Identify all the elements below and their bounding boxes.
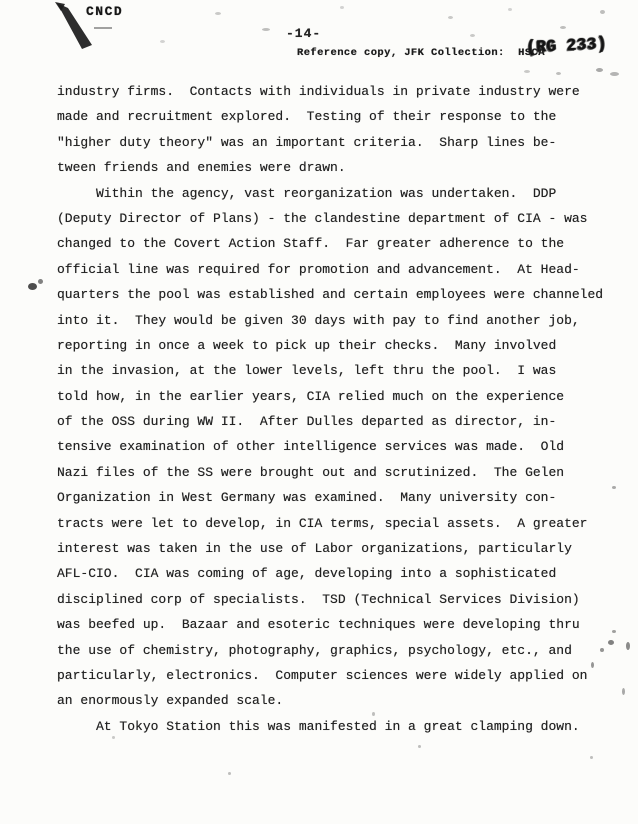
- text-line: into it. They would be given 30 days with pay to find another job,: [57, 312, 580, 328]
- scan-speck: [524, 70, 530, 73]
- scan-speck: [596, 68, 603, 72]
- scan-speck: [215, 12, 221, 15]
- text-line: Within the agency, vast reorganization was undertaken. DDP: [57, 185, 557, 201]
- scan-speck: [38, 279, 43, 284]
- scan-speck: [608, 640, 614, 645]
- text-line: "higher duty theory" was an important criteria. Sharp lines be-: [57, 134, 557, 150]
- scan-speck: [556, 72, 561, 75]
- text-line: disciplined corp of specialists. TSD (Technical Services Division): [57, 591, 580, 607]
- text-line: official line was required for promotion and advancement. At Head-: [57, 261, 580, 277]
- scan-speck: [600, 648, 604, 652]
- text-line: an enormously expanded scale.: [57, 693, 284, 709]
- text-line: At Tokyo Station this was manifested in a great clamping down.: [57, 718, 580, 734]
- text-line: industry firms. Contacts with individuals in private industry were: [57, 84, 580, 99]
- text-line: the use of chemistry, photography, graphics, psychology, etc., and: [57, 642, 572, 658]
- scan-speck: [340, 6, 344, 9]
- pen-dash-artifact: [94, 27, 112, 29]
- scan-speck: [612, 486, 616, 489]
- text-line: (Deputy Director of Plans) - the clandestine department of CIA - was: [57, 210, 588, 226]
- text-line: reporting in once a week to pick up their checks. Many involved: [57, 337, 557, 353]
- scan-speck: [612, 630, 616, 633]
- scan-speck: [28, 283, 37, 290]
- text-line: changed to the Covert Action Staff. Far greater adherence to the: [57, 236, 565, 252]
- text-line: of the OSS during WW II. After Dulles departed as director, in-: [57, 414, 557, 430]
- scan-speck: [622, 688, 625, 695]
- scan-speck: [418, 745, 421, 748]
- scan-speck: [600, 10, 605, 14]
- scan-speck: [372, 712, 375, 716]
- archive-reference-line: Reference copy, JFK Collection: HSCA: [297, 47, 545, 59]
- scan-speck: [228, 772, 231, 775]
- scan-speck: [448, 16, 453, 19]
- archive-stamp: (RG 233): [525, 34, 608, 58]
- text-line: tracts were let to develop, in CIA terms, special assets. A greater: [57, 515, 588, 531]
- scan-speck: [262, 28, 270, 31]
- scan-speck: [112, 736, 115, 739]
- text-line: was beefed up. Bazaar and esoteric techniques were developing thru: [57, 617, 580, 633]
- text-line: told how, in the earlier years, CIA relied much on the experience: [57, 388, 565, 404]
- scan-speck: [610, 72, 619, 76]
- page-number: -14-: [286, 26, 322, 41]
- document-body: [57, 79, 623, 739]
- text-line: in the invasion, at the lower levels, left thru the pool. I was: [57, 363, 557, 379]
- scan-speck: [591, 662, 594, 668]
- text-line: particularly, electronics. Computer sciences were widely applied on: [57, 667, 588, 683]
- scan-speck: [470, 34, 475, 37]
- scan-speck: [560, 26, 566, 29]
- text-line: tensive examination of other intelligence services was made. Old: [57, 439, 565, 455]
- text-line: quarters the pool was established and certain employees were channeled: [57, 287, 604, 303]
- routing-mark-label: CNCD: [86, 4, 124, 19]
- text-line: made and recruitment explored. Testing of their response to the: [57, 109, 557, 125]
- text-line: Nazi files of the SS were brought out and scrutinized. The Gelen: [57, 464, 565, 480]
- text-line: AFL-CIO. CIA was coming of age, developing into a sophisticated: [57, 566, 557, 582]
- text-line: Organization in West Germany was examined. Many university con-: [57, 490, 557, 506]
- scan-speck: [160, 40, 165, 43]
- text-line: interest was taken in the use of Labor organizations, particularly: [57, 541, 572, 557]
- scan-speck: [508, 8, 512, 11]
- text-line: tween friends and enemies were drawn.: [57, 160, 346, 176]
- scan-speck: [626, 642, 630, 650]
- scan-speck: [590, 756, 593, 759]
